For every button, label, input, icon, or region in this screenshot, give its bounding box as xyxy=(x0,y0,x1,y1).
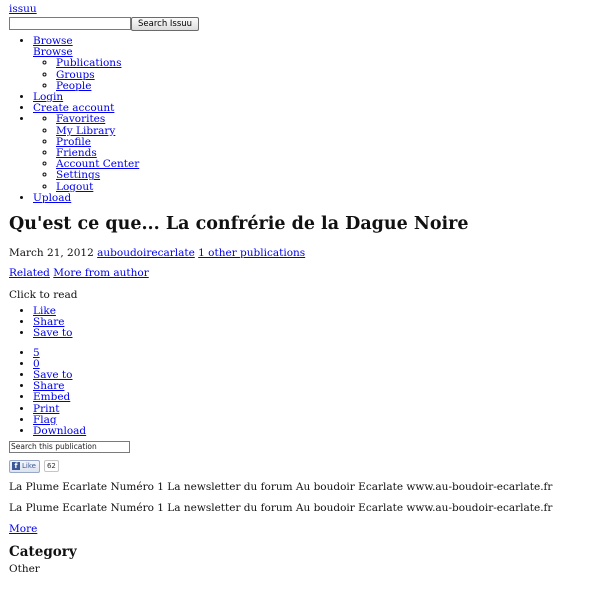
action-item xyxy=(33,328,591,339)
site-search-input[interactable] xyxy=(9,17,131,30)
action-item xyxy=(33,381,591,392)
comments-count-link[interactable]: 0 xyxy=(33,357,40,370)
account-item xyxy=(56,170,591,181)
logout-link[interactable]: Logout xyxy=(56,180,94,193)
browse-publications-link[interactable]: Publications xyxy=(56,57,122,70)
publication-search-input[interactable]: Search this publication xyxy=(9,441,130,453)
description-text: La Plume Ecarlate Numéro 1 La newsletter du forum Au boudoir Ecarlate www.au-boudoir-ecarlate.fr xyxy=(9,481,553,494)
nav-item-create-account xyxy=(33,103,591,114)
action-item xyxy=(33,426,591,437)
save-to-link[interactable]: Save to xyxy=(33,327,73,340)
flag-link[interactable]: Flag xyxy=(33,413,57,426)
category-value: Other xyxy=(9,563,40,576)
nav-browse-heading-link[interactable]: Browse xyxy=(33,46,73,59)
facebook-icon: f xyxy=(12,462,20,470)
main-nav xyxy=(9,36,591,204)
account-item xyxy=(56,126,591,137)
category-heading: Category xyxy=(9,544,77,561)
create-account-link[interactable]: Create account xyxy=(33,102,115,115)
action-item xyxy=(33,348,591,359)
more-link[interactable]: More xyxy=(9,523,38,536)
facebook-like-button[interactable] xyxy=(9,460,40,473)
friends-link[interactable]: Friends xyxy=(56,147,97,160)
action-item xyxy=(33,404,591,415)
search-issuu-button[interactable]: Search Issuu xyxy=(131,17,199,31)
print-link[interactable]: Print xyxy=(33,402,60,415)
account-item xyxy=(56,159,591,170)
nav-item-upload xyxy=(33,193,591,204)
account-center-link[interactable]: Account Center xyxy=(56,158,140,171)
save-to-link-2[interactable]: Save to xyxy=(33,369,73,382)
document-meta xyxy=(9,247,591,260)
action-item xyxy=(33,415,591,426)
site-search-form xyxy=(9,16,591,31)
author-link[interactable]: auboudoirecarlate xyxy=(97,247,195,260)
upload-link[interactable]: Upload xyxy=(33,191,72,204)
share-link-2[interactable]: Share xyxy=(33,380,65,393)
other-publications-link[interactable]: 1 other publications xyxy=(198,247,306,260)
facebook-like-widget xyxy=(9,460,591,472)
account-submenu xyxy=(33,114,591,192)
primary-actions xyxy=(9,306,591,340)
browse-item xyxy=(56,81,591,92)
publish-date: March 21, 2012 xyxy=(9,247,94,260)
browse-submenu xyxy=(33,58,591,92)
browse-item xyxy=(56,70,591,81)
action-item xyxy=(33,317,591,328)
like-link[interactable]: Like xyxy=(33,305,56,318)
browse-item xyxy=(56,58,591,69)
more-from-author-link[interactable]: More from author xyxy=(53,267,149,280)
nav-item-browse xyxy=(33,36,591,92)
browse-groups-link[interactable]: Groups xyxy=(56,68,95,81)
facebook-like-label: Like xyxy=(22,462,36,471)
share-link[interactable]: Share xyxy=(33,316,65,329)
related-link[interactable]: Related xyxy=(9,267,50,280)
settings-link[interactable]: Settings xyxy=(56,169,101,182)
my-library-link[interactable]: My Library xyxy=(56,124,116,137)
page-root xyxy=(9,3,591,576)
account-item xyxy=(56,182,591,193)
action-item xyxy=(33,306,591,317)
browse-people-link[interactable]: People xyxy=(56,79,92,92)
action-item xyxy=(33,370,591,381)
download-link[interactable]: Download xyxy=(33,425,87,438)
nav-item-account xyxy=(33,114,591,192)
click-to-read[interactable]: Click to read xyxy=(9,289,78,302)
action-item xyxy=(33,392,591,403)
issuu-logo-link[interactable]: issuu xyxy=(9,3,37,15)
document-title: Qu'est ce que... La confrérie de la Dague Noire xyxy=(9,214,469,235)
nav-browse-link[interactable]: Browse xyxy=(33,35,73,47)
nav-item-login xyxy=(33,92,591,103)
secondary-actions xyxy=(9,348,591,438)
login-link[interactable]: Login xyxy=(33,91,64,104)
action-item xyxy=(33,359,591,370)
profile-link[interactable]: Profile xyxy=(56,135,91,148)
facebook-like-count: 62 xyxy=(44,460,59,472)
account-item xyxy=(56,137,591,148)
related-links xyxy=(9,267,591,280)
likes-count-link[interactable]: 5 xyxy=(33,346,40,359)
embed-link[interactable]: Embed xyxy=(33,391,71,404)
account-item xyxy=(56,114,591,125)
favorites-link[interactable]: Favorites xyxy=(56,113,106,126)
description-text-full: La Plume Ecarlate Numéro 1 La newsletter du forum Au boudoir Ecarlate www.au-boudoir-ecarlate.fr xyxy=(9,502,553,515)
